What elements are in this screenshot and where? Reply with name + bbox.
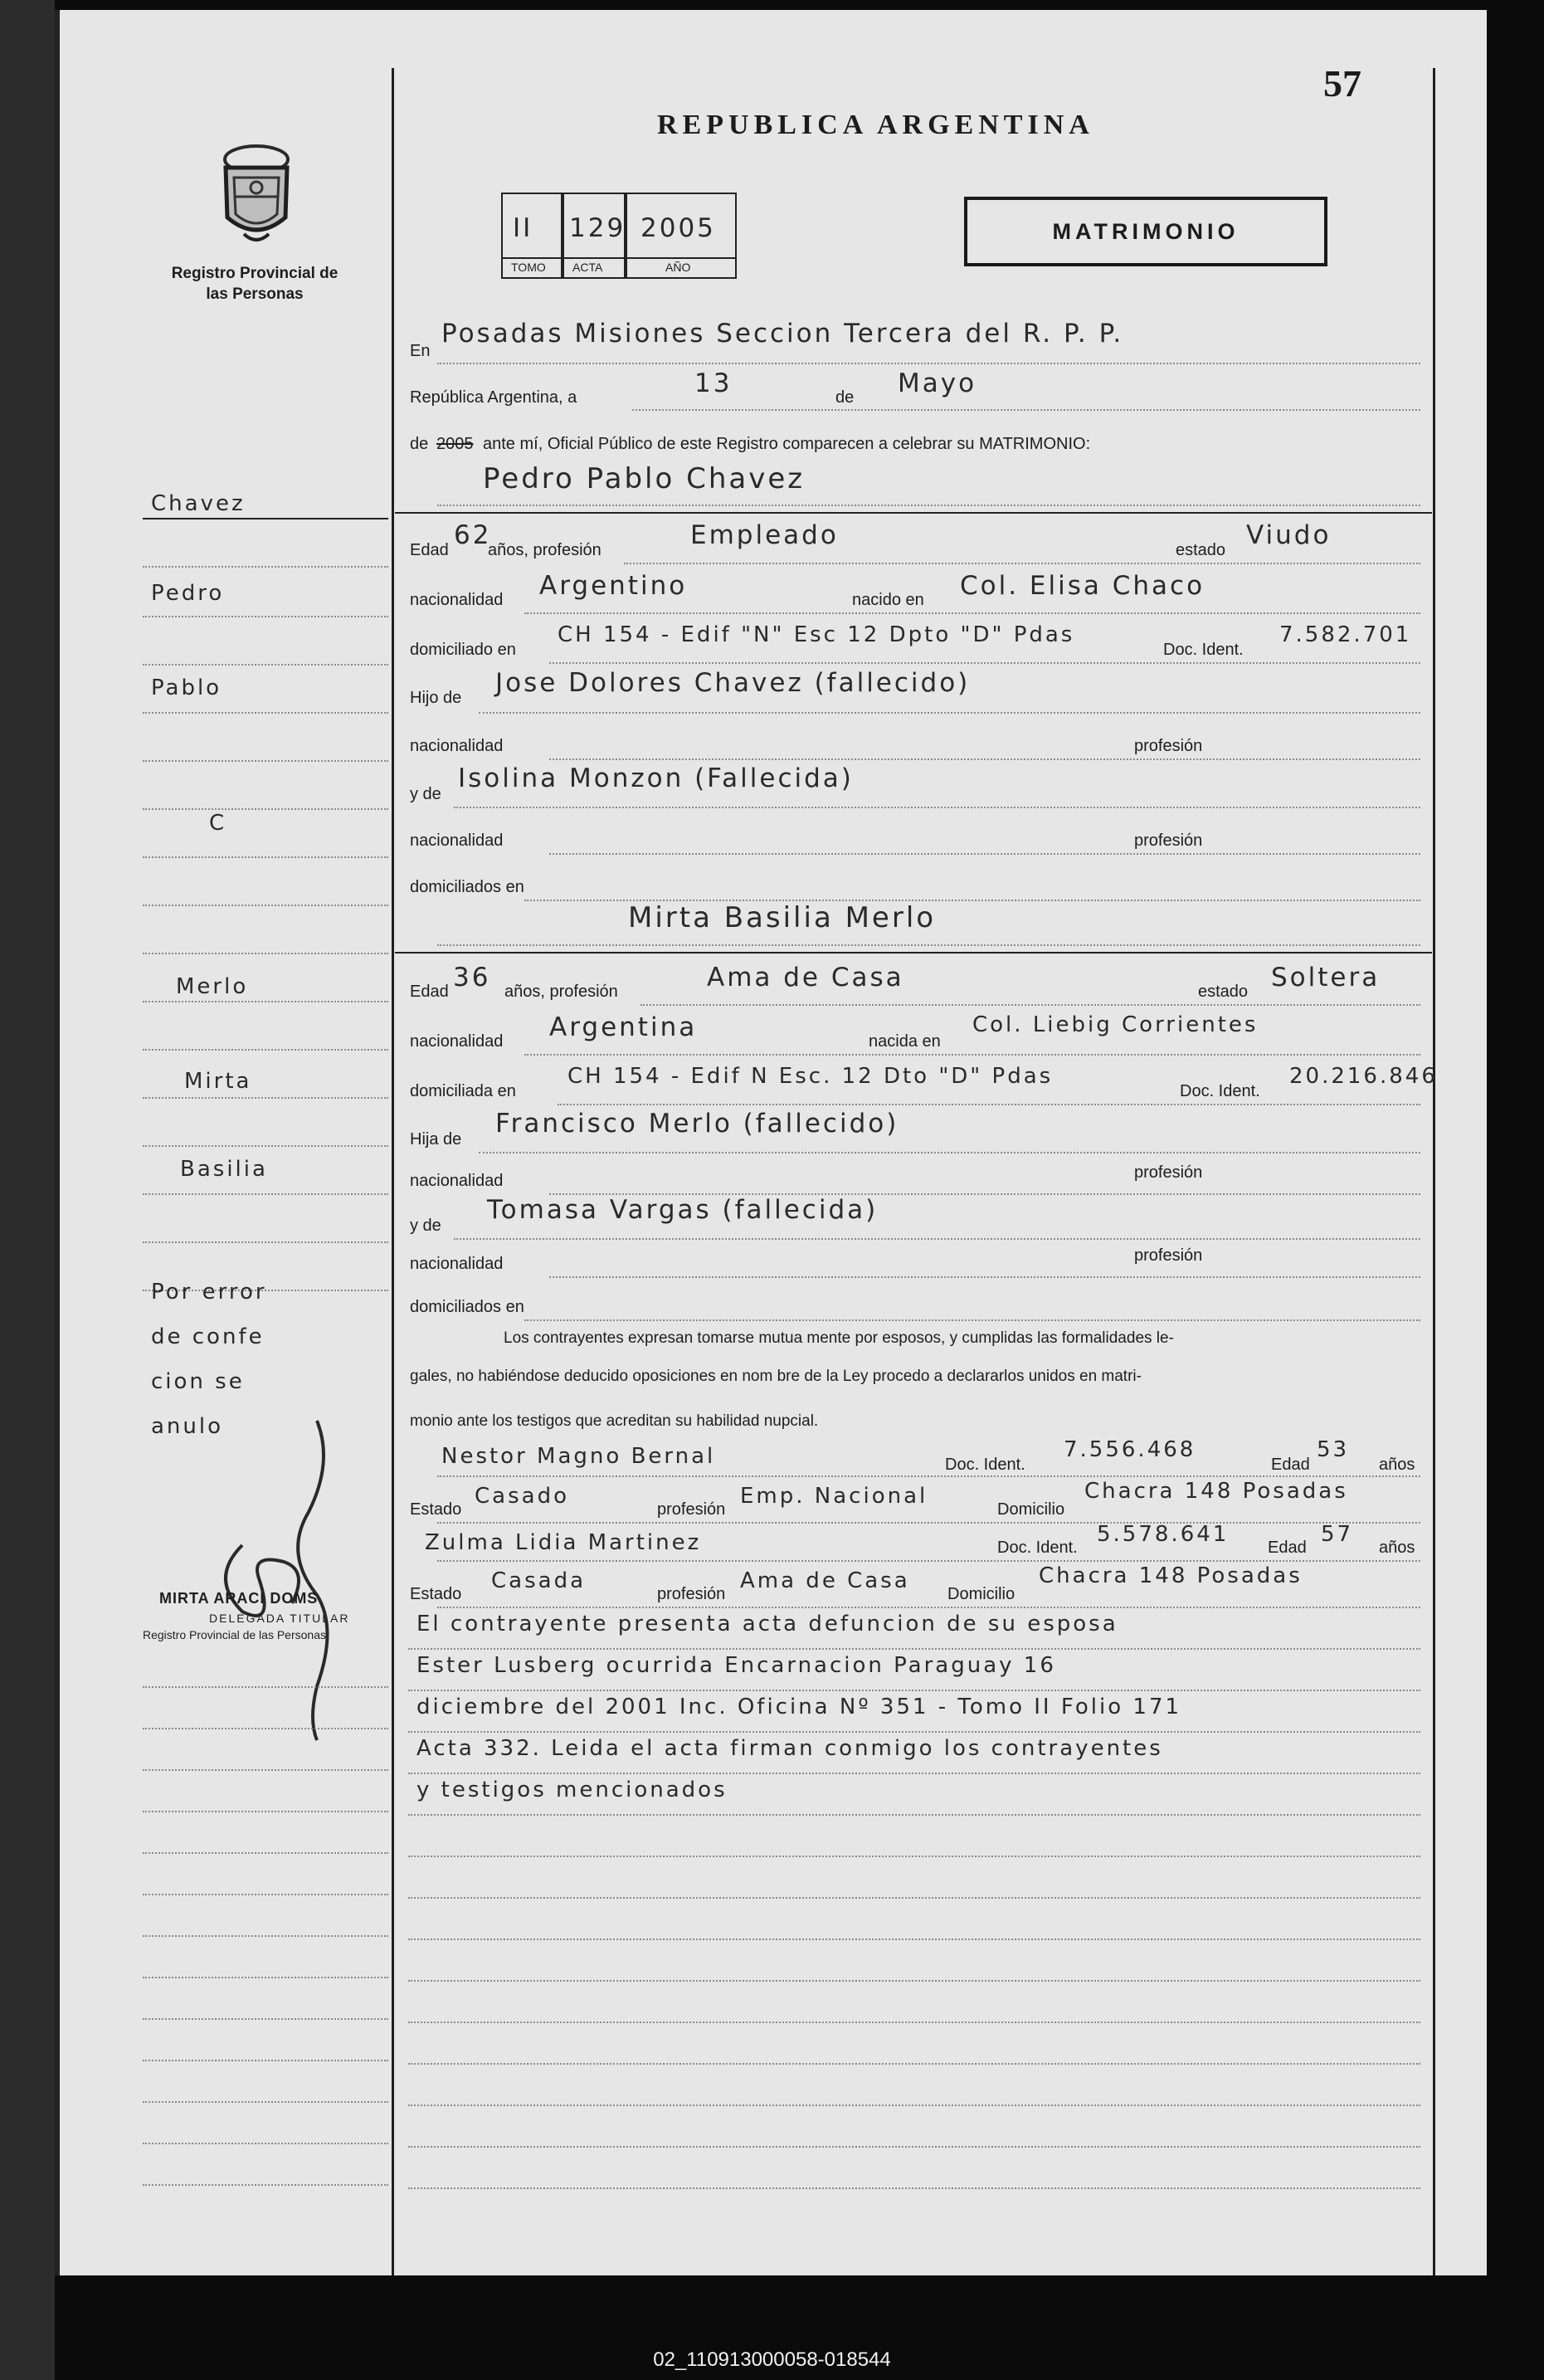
rule [408,1690,1420,1691]
anio-label: AÑO [665,261,691,274]
witness1-address: Chacra 148 Posadas [1084,1479,1348,1504]
rule [143,2101,388,2103]
day-value: 13 [694,368,733,398]
rule [143,2184,388,2186]
witness1-name: Nestor Magno Bernal [441,1444,716,1469]
rule [524,1319,1420,1321]
groom-profession: Empleado [690,520,839,550]
rule [143,1097,388,1099]
rule [143,2143,388,2144]
witness1-profesion-label: profesión [657,1500,726,1519]
groom-estado-label: estado [1176,541,1226,559]
rule [143,2018,388,2020]
rule [408,2187,1420,2189]
bride-nationality: Argentina [549,1012,698,1042]
groom-age: 62 [454,520,492,550]
note-line: y testigos mencionados [416,1778,728,1802]
rule [408,1980,1420,1982]
rule [632,409,1420,411]
groom-edad-label: Edad [410,541,449,559]
bride-domicilio-label: domiciliada en [410,1082,516,1100]
rule [408,2104,1420,2106]
bride-nacida-label: nacida en [869,1032,941,1051]
bride-doc: 20.216.846 [1289,1064,1438,1089]
groom-address: CH 154 - Edif "N" Esc 12 Dpto "D" Pdas [558,622,1075,647]
margin-note-line: anulo [151,1414,224,1439]
coat-of-arms-icon [211,134,302,251]
margin-bride-first-name: Mirta [184,1069,252,1094]
groom-doc: 7.582.701 [1279,622,1412,647]
groom-domicilio-label: domiciliado en [410,641,516,659]
bride-prof-father-label: profesión [1134,1163,1203,1182]
intro-text: ante mí, Oficial Público de este Registro comparecen a celebrar su MATRIMONIO: [483,435,1091,453]
bride-nacionalidad-label: nacionalidad [410,1032,504,1051]
bride-prof-mother-label: profesión [1134,1246,1203,1265]
stamp-name: MIRTA ARACI DOMS [159,1590,319,1607]
witness2-profession: Ama de Casa [740,1568,910,1593]
groom-full-name: Pedro Pablo Chavez [483,462,806,495]
witness1-doc-label: Doc. Ident. [945,1456,1025,1474]
rule [640,1004,1420,1006]
rule [143,664,388,666]
witness2-estado-label: Estado [410,1585,462,1603]
margin-bride-second-name: Basilia [180,1157,268,1182]
rule [549,758,1420,760]
witness2-status: Casada [491,1568,587,1593]
bride-birthplace: Col. Liebig Corrientes [972,1012,1259,1037]
bride-nac-father-label: nacionalidad [410,1172,504,1190]
de2-label: de [410,435,429,453]
groom-mother: Isolina Monzon (Fallecida) [458,763,854,793]
rule [143,1894,388,1895]
anio-value: 2005 [640,213,716,243]
rule [143,1241,388,1243]
rule [408,2063,1420,2065]
groom-hijo-label: Hijo de [410,689,462,707]
rule [549,662,1420,664]
bride-profession: Ama de Casa [707,963,904,992]
rule [437,1607,1420,1608]
acta-value: 129 [569,213,626,243]
witness1-status: Casado [475,1484,569,1509]
place-value: Posadas Misiones Seccion Tercera del R. P. P. [441,319,1124,349]
groom-profesion-label: años, profesión [488,541,602,559]
witness2-name: Zulma Lidia Martinez [425,1530,702,1555]
margin-note-line: cion se [151,1369,245,1394]
groom-birthplace: Col. Elisa Chaco [960,571,1205,601]
margin-second-name: Pablo [151,675,222,700]
witness2-age: 57 [1321,1522,1354,1547]
rule [408,1773,1420,1774]
rule [549,1276,1420,1278]
margin-surname: Chavez [151,491,246,516]
bride-mother: Tomasa Vargas (fallecida) [487,1195,879,1225]
margin-bride-surname: Merlo [176,974,249,999]
de-label: de [835,388,855,407]
rule [143,1728,388,1729]
groom-nacionalidad-label: nacionalidad [410,591,504,609]
groom-nac-mother-label: nacionalidad [410,832,504,850]
rule [143,953,388,954]
rule [143,1145,388,1147]
witness1-age: 53 [1317,1437,1350,1462]
year-value: 2005 [436,435,474,453]
rule [143,2060,388,2061]
witness1-doc: 7.556.468 [1064,1437,1196,1462]
margin-line [143,518,388,519]
rule [437,363,1420,364]
rule [437,944,1420,946]
bride-hija-label: Hija de [410,1130,462,1149]
rule [143,760,388,762]
rule [454,807,1420,808]
margin-first-name: Pedro [151,581,225,606]
witness2-anos-label: años [1379,1539,1415,1557]
rule [143,905,388,906]
country-heading: REPUBLICA ARGENTINA [657,110,1094,140]
declaration-line-3: monio ante los testigos que acreditan su habilidad nupcial. [410,1412,819,1430]
rule [143,856,388,858]
groom-nac-father-label: nacionalidad [410,737,504,755]
groom-domiciliados-label: domiciliados en [410,878,524,896]
rule [479,712,1420,714]
republica-label: República Argentina, a [410,388,577,407]
rule [437,1475,1420,1477]
declaration-line-2: gales, no habiéndose deducido oposiciones en nom bre de la Ley procedo a declararlos unidos en matri- [410,1368,1142,1385]
rule [143,808,388,810]
bride-full-name: Mirta Basilia Merlo [628,901,937,934]
rule [143,566,388,568]
box-divider [501,257,735,259]
note-line: Acta 332. Leida el acta firman conmigo los contrayentes [416,1736,1163,1761]
tomo-label: TOMO [511,261,546,274]
rule [143,1811,388,1812]
bride-doc-label: Doc. Ident. [1180,1082,1260,1100]
rule [143,1977,388,1978]
rule [408,1648,1420,1650]
groom-prof-mother-label: profesión [1134,832,1203,850]
rule [558,1104,1420,1105]
margin-note-line: de confe [151,1324,265,1349]
rule [408,1856,1420,1857]
rule [437,1522,1420,1524]
bride-domiciliados-label: domiciliados en [410,1298,524,1316]
margin-initial: C [209,811,227,836]
rule [437,505,1420,506]
margin-note-line: Por error [151,1280,267,1305]
bride-yde-label: y de [410,1217,441,1235]
book-binding [0,0,55,2380]
witness1-domicilio-label: Domicilio [997,1500,1065,1519]
witness2-doc: 5.578.641 [1097,1522,1230,1547]
rule [549,853,1420,855]
witness1-profession: Emp. Nacional [740,1484,928,1509]
rule [524,1054,1420,1056]
rule [143,1049,388,1051]
rule [437,1560,1420,1562]
rule [408,2022,1420,2023]
witness2-address: Chacra 148 Posadas [1039,1563,1303,1588]
image-id-caption: 02_110913000058-018544 [653,2348,891,2371]
declaration-line-1: Los contrayentes expresan tomarse mutua mente por esposos, y cumplidas las formalidades le- [504,1329,1174,1347]
groom-nationality: Argentino [539,571,688,601]
register-page [55,10,1487,2275]
rule [408,1897,1420,1899]
bride-estado-label: estado [1198,983,1249,1001]
rule [143,1852,388,1854]
rule [143,1769,388,1771]
rule [143,616,388,617]
groom-yde-label: y de [410,785,441,803]
bride-status: Soltera [1271,963,1381,992]
rule [143,1686,388,1688]
groom-prof-father-label: profesión [1134,737,1203,755]
rule [454,1238,1420,1240]
bride-nac-mother-label: nacionalidad [410,1255,504,1273]
rule [524,612,1420,614]
rule [143,712,388,714]
right-border [1433,68,1435,2275]
note-line: diciembre del 2001 Inc. Oficina Nº 351 - Tomo II Folio 171 [416,1695,1182,1719]
groom-section-line [395,512,1432,514]
witness1-edad-label: Edad [1271,1456,1310,1474]
act-type-box: MATRIMONIO [964,197,1327,266]
en-label: En [410,342,431,360]
witness2-domicilio-label: Domicilio [947,1585,1016,1603]
rule [408,1939,1420,1940]
witness2-edad-label: Edad [1268,1539,1307,1557]
rule [143,1935,388,1937]
groom-nacido-label: nacido en [852,591,924,609]
registry-name: Registro Provincial de las Personas [171,265,339,303]
month-value: Mayo [898,368,977,398]
bride-address: CH 154 - Edif N Esc. 12 Dto "D" Pdas [567,1064,1054,1089]
rule [408,1814,1420,1816]
bride-section-line [395,952,1432,953]
witness2-profesion-label: profesión [657,1585,726,1603]
note-line: Ester Lusberg ocurrida Encarnacion Paraguay 16 [416,1653,1056,1678]
bride-age: 36 [453,963,491,992]
page-number: 57 [1323,62,1361,105]
witness2-doc-label: Doc. Ident. [997,1539,1078,1557]
bride-father: Francisco Merlo (fallecido) [495,1109,899,1139]
stamp-title: DELEGADA TITULAR [209,1612,350,1625]
acta-label: ACTA [572,261,603,274]
rule [143,1193,388,1195]
bride-edad-label: Edad [410,983,449,1001]
rule [408,2146,1420,2148]
witness1-estado-label: Estado [410,1500,462,1519]
note-line: El contrayente presenta acta defuncion de su esposa [416,1612,1118,1636]
groom-status: Viudo [1246,520,1332,550]
rule [624,563,1420,564]
signature [192,1412,358,1744]
rule [408,1731,1420,1733]
margin-divider [392,68,394,2275]
rule [479,1152,1420,1153]
rule [143,1001,388,1002]
bride-profesion-label: años, profesión [504,983,618,1001]
witness1-anos-label: años [1379,1456,1415,1474]
groom-doc-label: Doc. Ident. [1163,641,1244,659]
tomo-value: II [513,213,533,243]
groom-father: Jose Dolores Chavez (fallecido) [495,668,971,698]
stamp-org: Registro Provincial de las Personas [143,1628,326,1641]
